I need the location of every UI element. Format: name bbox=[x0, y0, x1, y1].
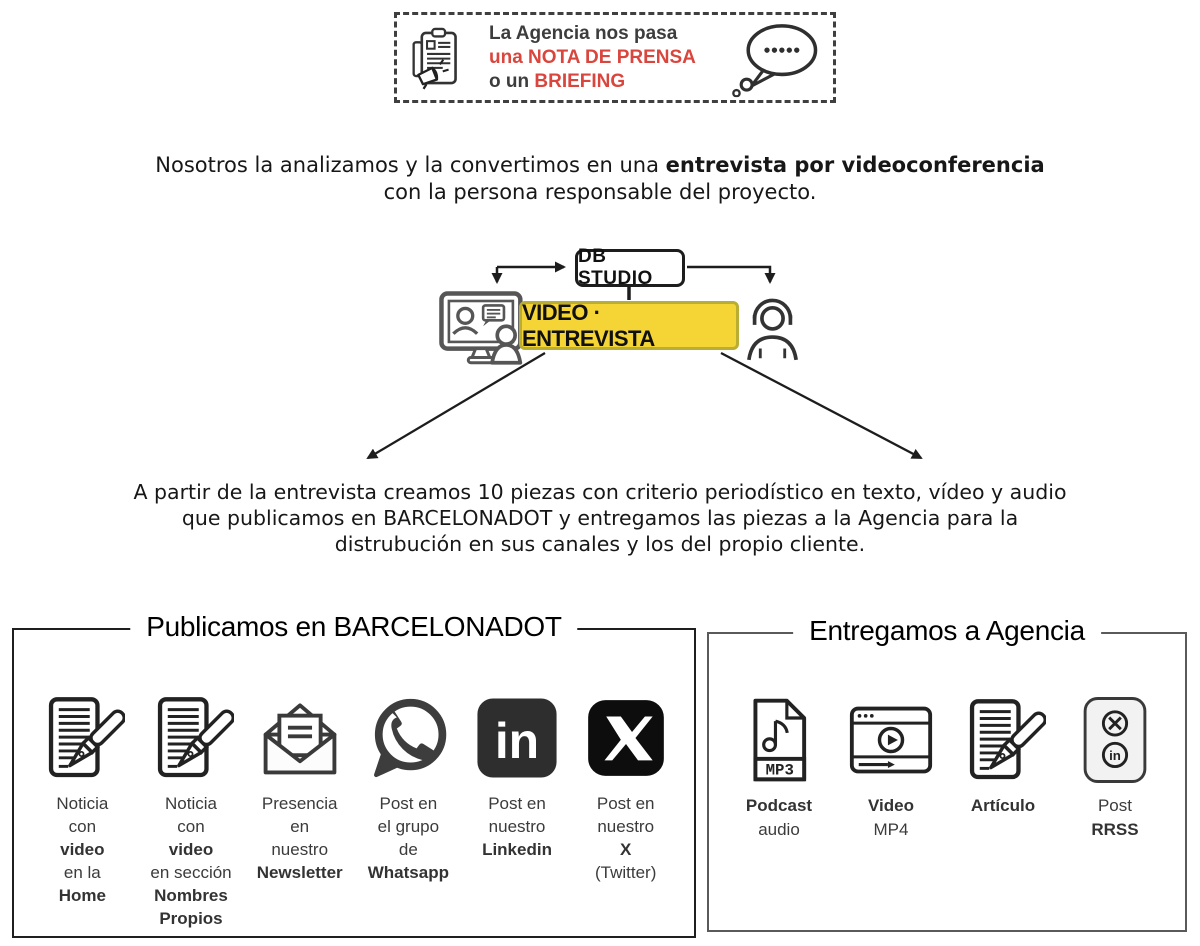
news-article-pen-icon bbox=[39, 694, 125, 782]
arrow-output-left bbox=[368, 353, 545, 458]
speech-bubble-icon bbox=[731, 18, 821, 98]
news-article-pen-icon bbox=[148, 694, 234, 782]
x-twitter-icon bbox=[583, 694, 669, 782]
channel-label: Artículo bbox=[970, 796, 1036, 815]
channel-item bbox=[245, 694, 354, 884]
delivery-box bbox=[707, 615, 1187, 932]
channel-item bbox=[723, 696, 835, 842]
channel-item bbox=[835, 696, 947, 842]
agency-input-banner bbox=[394, 12, 836, 103]
delivery-items-grid bbox=[709, 634, 1185, 842]
channel-item bbox=[1059, 696, 1171, 842]
channel-label: Post RRSS bbox=[1091, 796, 1139, 839]
interviewee-person-icon bbox=[749, 300, 796, 359]
publish-box bbox=[12, 611, 696, 938]
arrow-to-interviewee bbox=[687, 267, 770, 282]
newsletter-envelope-icon bbox=[257, 694, 343, 782]
channel-label: Post en el grupo de Whatsapp bbox=[367, 794, 449, 882]
linkedin-icon bbox=[474, 694, 560, 782]
channel-label: Post en nuestro Linkedin bbox=[482, 794, 552, 859]
channel-item bbox=[463, 694, 572, 861]
db-studio-box: DB STUDIO bbox=[575, 249, 685, 287]
social-post-rrss-icon bbox=[1072, 696, 1158, 784]
channel-item bbox=[571, 694, 680, 884]
channel-item bbox=[28, 694, 137, 907]
workflow-diagram bbox=[0, 240, 1200, 475]
publish-channels-grid bbox=[14, 630, 694, 930]
clipboard-megaphone-icon bbox=[409, 19, 473, 97]
video-player-icon bbox=[848, 696, 934, 784]
publish-box-title: Publicamos en BARCELONADOT bbox=[130, 611, 577, 643]
arrow-output-right bbox=[721, 353, 921, 458]
delivery-box-title: Entregamos a Agencia bbox=[793, 615, 1101, 647]
channel-item bbox=[137, 694, 246, 930]
video-entrevista-box: VIDEO · ENTREVISTA bbox=[519, 301, 739, 350]
whatsapp-icon bbox=[365, 694, 451, 782]
channel-label: Post en nuestro X (Twitter) bbox=[595, 794, 657, 882]
channel-label: Podcast audio bbox=[745, 796, 813, 839]
article-pen-icon bbox=[960, 696, 1046, 784]
channel-label: Presencia en nuestro Newsletter bbox=[256, 794, 343, 882]
videocall-monitor-icon bbox=[441, 294, 520, 363]
banner-text: La Agencia nos pasa una NOTA DE PRENSA o un BRIEFING bbox=[489, 22, 696, 92]
channel-label: Noticia con video en sección Nombres Propios bbox=[150, 794, 232, 928]
process-paragraph: A partir de la entrevista creamos 10 piezas con criterio periodístico en texto, vídeo y audio que publicamos en BARCELONADOT y entregamos las piezas a la Agencia para la distrubución en sus canales y los del propio cliente. bbox=[133, 480, 1067, 556]
channel-item bbox=[354, 694, 463, 884]
channel-label: Video MP4 bbox=[868, 796, 914, 839]
mp3-podcast-icon bbox=[736, 696, 822, 784]
channel-item bbox=[947, 696, 1059, 818]
channel-label: Noticia con video en la Home bbox=[56, 794, 109, 905]
intro-paragraph: Nosotros la analizamos y la convertimos en una entrevista por videoconferencia con la persona responsable del proyecto. bbox=[155, 153, 1045, 204]
